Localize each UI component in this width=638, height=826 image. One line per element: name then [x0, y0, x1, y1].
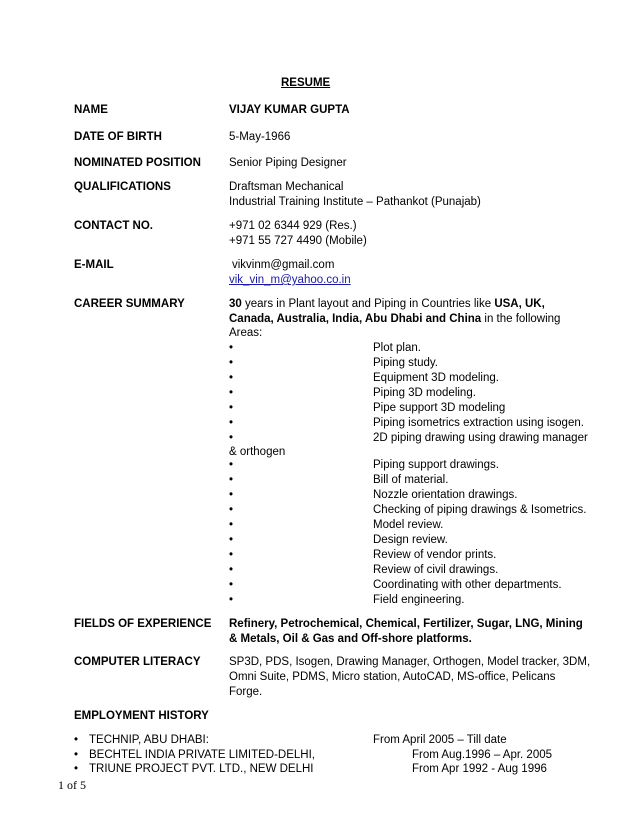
bullet: •: [229, 474, 234, 486]
computer-label: COMPUTER LITERACY: [74, 656, 201, 668]
bullet: •: [74, 734, 79, 746]
employer-name: BECHTEL INDIA PRIVATE LIMITED-DELHI,: [89, 749, 315, 761]
dob-value: 5-May-1966: [229, 131, 291, 143]
bullet: •: [229, 534, 234, 546]
bullet: •: [229, 489, 234, 501]
career-item: Coordinating with other departments.: [373, 579, 562, 591]
career-years: 30: [229, 298, 242, 310]
career-item: Nozzle orientation drawings.: [373, 489, 518, 501]
career-item: Pipe support 3D modeling: [373, 402, 506, 414]
career-item-continuation: & orthogen: [229, 446, 286, 458]
qualifications-label: QUALIFICATIONS: [74, 181, 171, 193]
page-number: 1 of 5: [58, 778, 86, 792]
resume-title: RESUME: [281, 77, 331, 89]
career-item: Field engineering.: [373, 594, 465, 606]
contact-label: CONTACT NO.: [74, 220, 154, 232]
career-item: Bill of material.: [373, 474, 449, 486]
contact-line-2: +971 55 727 4490 (Mobile): [229, 235, 367, 247]
bullet: •: [229, 519, 234, 531]
email-line-1: vikvinm@gmail.com: [232, 259, 335, 271]
career-item: Equipment 3D modeling.: [373, 372, 499, 384]
employment-period: From Apr 1992 - Aug 1996: [412, 763, 547, 775]
position-value: Senior Piping Designer: [229, 157, 347, 169]
name-value: VIJAY KUMAR GUPTA: [229, 104, 350, 116]
computer-line-2: Omni Suite, PDMS, Micro station, AutoCAD, MS-office, Pelicans: [229, 671, 556, 683]
position-label: NOMINATED POSITION: [74, 157, 201, 169]
bullet: •: [74, 749, 79, 761]
career-item: Piping support drawings.: [373, 459, 499, 471]
bullet: •: [229, 504, 234, 516]
employment-period: From Aug.1996 – Apr. 2005: [412, 749, 553, 761]
contact-line-1: +971 02 6344 929 (Res.): [229, 220, 357, 232]
career-countries-2: Canada, Australia, India, Abu Dhabi and China: [229, 313, 482, 325]
bullet: •: [74, 763, 79, 775]
bullet: •: [229, 579, 234, 591]
bullet: •: [229, 594, 234, 606]
dob-label: DATE OF BIRTH: [74, 131, 162, 143]
qualifications-line-1: Draftsman Mechanical: [229, 181, 344, 193]
email-link[interactable]: vik_vin_m@yahoo.co.in: [229, 274, 351, 286]
career-text-line-2: [229, 313, 560, 325]
career-item: 2D piping drawing using drawing manager: [373, 432, 588, 444]
career-text-2: in the following: [481, 313, 561, 325]
bullet: •: [229, 357, 234, 369]
employment-label: EMPLOYMENT HISTORY: [74, 710, 209, 722]
career-item: Review of vendor prints.: [373, 549, 497, 561]
bullet: •: [229, 432, 234, 444]
name-label: NAME: [74, 104, 108, 116]
career-text-line-1: [229, 298, 545, 310]
computer-line-1: SP3D, PDS, Isogen, Drawing Manager, Orthogen, Model tracker, 3DM,: [229, 656, 591, 668]
career-item: Plot plan.: [373, 342, 421, 354]
career-text-1: years in Plant layout and Piping in Countries like: [241, 298, 495, 310]
employment-period: From April 2005 – Till date: [373, 734, 507, 746]
career-text-line-3: Areas:: [229, 327, 263, 339]
career-item: Review of civil drawings.: [373, 564, 499, 576]
employer-name: TECHNIP, ABU DHABI:: [89, 734, 209, 746]
bullet: •: [229, 387, 234, 399]
bullet: •: [229, 417, 234, 429]
career-item: Checking of piping drawings & Isometrics.: [373, 504, 587, 516]
computer-line-3: Forge.: [229, 686, 263, 698]
email-label: E-MAIL: [74, 259, 114, 271]
bullet: •: [229, 549, 234, 561]
career-countries-1: USA, UK,: [494, 298, 545, 310]
bullet: •: [229, 372, 234, 384]
qualifications-line-2: Industrial Training Institute – Pathankot (Punajab): [229, 196, 481, 208]
experience-line-1: Refinery, Petrochemical, Chemical, Fertilizer, Sugar, LNG, Mining: [229, 618, 583, 630]
bullet: •: [229, 342, 234, 354]
employer-name: TRIUNE PROJECT PVT. LTD., NEW DELHI: [89, 763, 314, 775]
career-item: Model review.: [373, 519, 444, 531]
career-item: Design review.: [373, 534, 448, 546]
career-item: Piping isometrics extraction using isogen.: [373, 417, 584, 429]
career-item: Piping 3D modeling.: [373, 387, 476, 399]
bullet: •: [229, 564, 234, 576]
career-label: CAREER SUMMARY: [74, 298, 185, 310]
bullet: •: [229, 459, 234, 471]
experience-line-2: & Metals, Oil & Gas and Off-shore platforms.: [229, 633, 472, 645]
career-item: Piping study.: [373, 357, 438, 369]
experience-label: FIELDS OF EXPERIENCE: [74, 618, 212, 630]
bullet: •: [229, 402, 234, 414]
